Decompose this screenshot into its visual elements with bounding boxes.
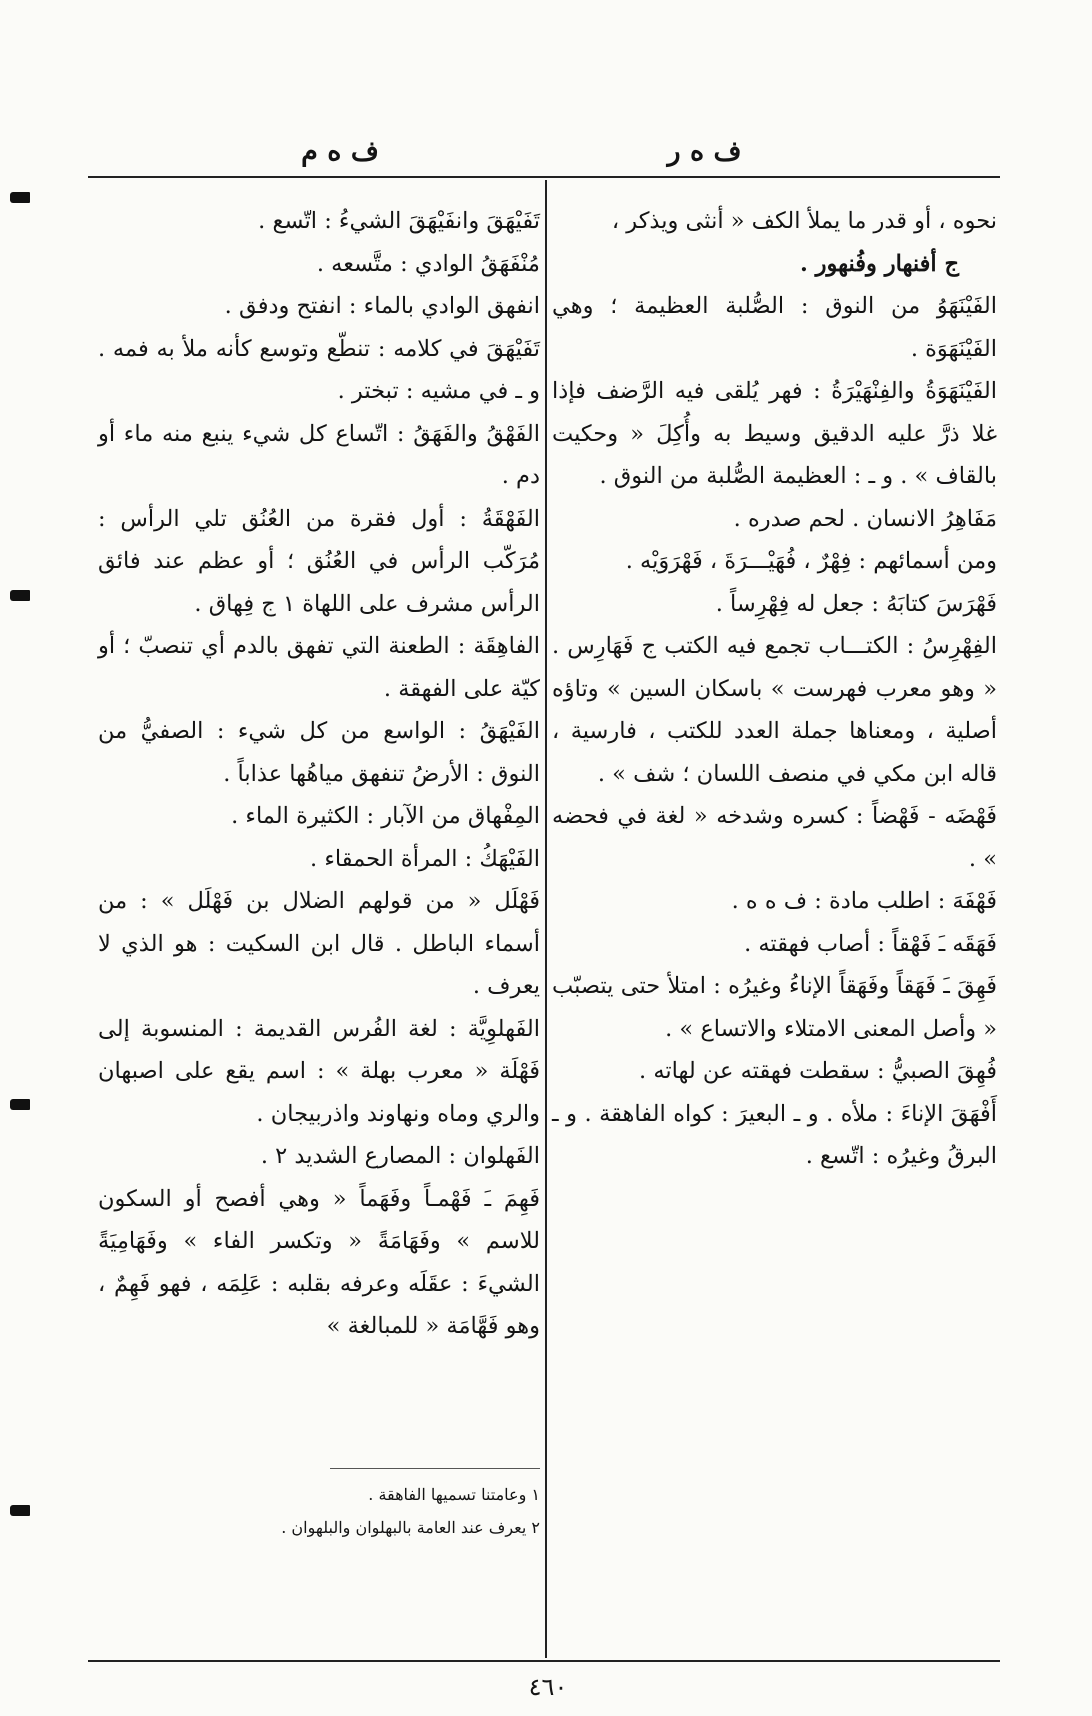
header-root-right: ف ه ر (667, 136, 742, 167)
top-rule (88, 176, 1000, 178)
entry: نحوه ، أو قدر ما يملأ الكف « أنثى ويذكر ، (611, 208, 997, 234)
entry: الفَهْقُ والفَهَقُ : اتّساع كل شيء ينبع منه ماء أو دم . (98, 420, 540, 489)
entry: فَهْلَل « من قولهم الضلال بن فَهْلَل » : من أسماء الباطل . قال ابن السكيت : هو الذي لا يعرف . (98, 888, 540, 999)
footnotes (225, 1478, 540, 1544)
margin-mark (10, 1505, 30, 1516)
bottom-rule (88, 1660, 1000, 1662)
entry: فَهْفَهَ : اطلب مادة : ف ه ه . (731, 888, 997, 914)
column-divider (545, 180, 547, 1658)
entry: فَهْضَه - فَهْضاً : كسره وشدخه « لغة في فحضه » . (552, 803, 997, 872)
entry: ج أفنهار وفُنهور . (799, 250, 959, 277)
left-column (98, 200, 540, 1348)
margin-mark (10, 590, 30, 601)
entry: الفَيْهَقُ : الواسع من كل شيء : الصفيُّ من النوق : الأرضُ تنفهق مياهُها عذاباً . (98, 718, 540, 787)
page-number: ٤٦٠ (528, 1673, 568, 1701)
entry: فَهِمَ ـَ فَهْمـاً وفَهَماً « وهي أفصح أو السكون للاسم » وفَهَامَةً « وتكسر الفاء » وفَهَامِيَةً الشيءَ : عقَلَه وعرفه بقلبه : عَلِمَه ، فهو فَهِمٌ ، وهو فَهَّامَة « للمبالغة » (98, 1185, 540, 1339)
entry: مُنْفَهَقُ الوادي : متَّسعه . (316, 250, 540, 277)
entry: انفهق الوادي بالماء : انفتح ودفق . (224, 293, 540, 319)
right-column (552, 200, 997, 1178)
entry: الفَهلوِيَّة : لغة الفُرس القديمة : المنسوبة إلى فَهْلَة « معرب بهلة » : اسم يقع على اصبهان والري وماه ونهاوند واذربيجان . (98, 1015, 540, 1127)
entry: فُهِقَ الصبيُّ : سقطت فهقته عن لهاته . (639, 1058, 997, 1084)
entry: الفاهِقَة : الطعنة التي تفهق بالدم أي تنصبّ ؛ أو كيّة على الفهقة . (98, 633, 540, 702)
margin-mark (10, 1099, 30, 1110)
entry: فَهْرَسَ كتابَهُ : جعل له فِهْرِساً . (715, 590, 997, 617)
entry: فَهِقَ ـَ فَهَقاً وفَهَقاً الإناءُ وغيرُه : امتلأ حتى يتصبّب « وأصل المعنى الامتلاء والاتساع » . (552, 973, 997, 1042)
entry: مَفَاهِرُ الانسان . لحم صدره . (733, 505, 997, 532)
entry: المِفْهاق من الآبار : الكثيرة الماء . (231, 803, 540, 829)
entry: أَفْهَقَ الإناءَ : ملأه . و ـ البعيرَ : كواه الفاهقة . و ـ البرقُ وغيرُه : اتّسع . (552, 1100, 997, 1169)
entry: الفَيْنَهَوَةُ والفِنْهَيْرَةُ : فهر يُلقى فيه الرَّضف فإذا غلا ذرَّ عليه الدقيق وسيط به وأُكِلَ « وحكيت بالقاف » . و ـ : العظيمة الصُّلبة من النوق . (552, 378, 997, 489)
footnote: ٢ يعرف عند العامة بالبهلوان والبلهوان . (281, 1518, 540, 1537)
footnote-rule (330, 1468, 540, 1469)
entry: الفَهلوان : المصارع الشديد ٢ . (260, 1143, 540, 1169)
margin-mark (10, 192, 30, 203)
entry: فَهَقَه ـَ فَهْقاً : أصاب فهقته . (744, 930, 997, 957)
entry: تَفَيْهَقَ وانفَيْهَقَ الشيءُ : اتّسع . (258, 208, 540, 234)
entry: ومن أسمائهم : فِهْرٌ ، فُهَيْـــرَةَ ، فَهْرَوَيْه . (625, 548, 997, 574)
footnote: ١ وعامتنا تسميها الفاهقة . (368, 1485, 540, 1504)
entry: الفَهْقَةُ : أول فقرة من العُنُق تلي الرأس : مُرَكّب الرأس في العُنُق ؛ أو عظم عند فائق الرأس مشرف على اللهاة ١ ج فِهاق . (98, 505, 540, 617)
entry: تَفَيْهَقَ في كلامه : تنطّع وتوسع كأنه ملأ به فمه . و ـ في مشيه : تبختر . (98, 335, 540, 404)
entry: الفَيْهَكُ : المرأة الحمقاء . (310, 845, 540, 872)
header-root-left: ف ه م (301, 136, 379, 167)
entry: الفَيْنَهَوُ من النوق : الصُّلبة العظيمة ؛ وهي الفَيْنَهَوَة . (552, 293, 997, 362)
entry: الفِهْرِسُ : الكتـــاب تجمع فيه الكتب ج فَهَارِس . « وهو معرب فهرست » باسكان السين » وتاؤه أصلية ، ومعناها جملة العدد للكتب ، فارسية ، قاله ابن مكي في منصف اللسان ؛ شف » . (552, 633, 997, 787)
